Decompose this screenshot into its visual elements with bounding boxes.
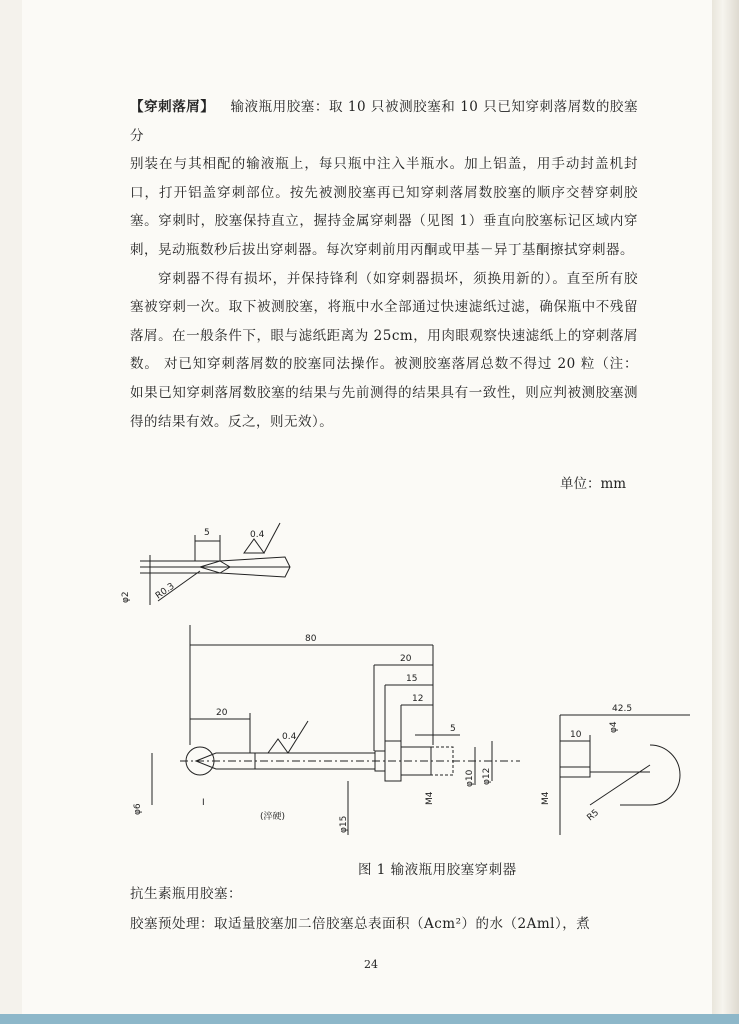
section-line-1: 输液瓶用胶塞：取 10 只被测胶塞和 10 只已知穿刺落屑数的胶塞分	[130, 99, 638, 144]
dim-m4b-label: M4	[541, 791, 551, 805]
paragraph-2: 穿刺器不得有损坏，并保持锋利（如穿刺器损坏，须换用新的）。直至所有胶塞被穿刺一次。取下被测胶塞，将瓶中水全部通过快速滤纸过滤，确保瓶中不残留落屑。在一般条件下，眼与滤纸距离为 25cm，用肉眼观察快速滤纸上的穿刺落屑数。 对已知穿刺落屑数的胶塞同法操作。被测胶塞落屑总数不得过 20 粒（注：如果已知穿刺落屑数胶塞的结果与先前测得的结果具有一致性，则应判被测胶塞测得的结果有效。反之，则无效）。	[130, 270, 638, 430]
dim-10-label: 10	[570, 730, 582, 740]
hardened-label: (淬硬)	[260, 812, 286, 822]
pretreatment-line: 胶塞预处理：取适量胶塞加二倍胶塞总表面积（Acm²）的水（2Aml），煮	[130, 916, 591, 932]
scan-bottom-edge	[0, 1014, 739, 1024]
dim-phi2-label: φ2	[121, 591, 131, 603]
page-number: 24	[364, 958, 378, 971]
ref-I-label: I	[202, 798, 205, 808]
dim-12-label: 12	[412, 694, 424, 704]
dim-5b-label: 5	[450, 724, 456, 734]
dim-04a-label: 0.4	[250, 530, 265, 540]
hook-curve	[620, 745, 680, 805]
roughness-symbol-a	[244, 539, 264, 553]
figure-caption: 图 1 输液瓶用胶塞穿刺器	[358, 862, 517, 878]
paragraph-1: 别装在与其相配的输液瓶上，每只瓶中注入半瓶水。加上铝盖，用手动封盖机封口，打开铝盖穿刺部位。按先被测胶塞再已知穿刺落屑数胶塞的顺序交替穿刺胶塞。穿刺时，胶塞保持直立，握持金属穿刺器（见图 1）垂直向胶塞标记区域内穿刺，晃动瓶数秒后拔出穿刺器。每次穿刺前用丙酮或甲基－异丁基酮擦拭穿刺器。	[130, 156, 638, 258]
dim-r5-label: R5	[585, 807, 602, 824]
dim-phi10-label: φ10	[465, 769, 475, 787]
antibiotic-heading: 抗生素瓶用胶塞：	[130, 886, 242, 902]
figure-1	[120, 515, 720, 855]
body-text	[130, 93, 638, 436]
dim-20b-label: 20	[400, 654, 412, 664]
puncture-device-drawing	[120, 515, 720, 855]
hook-r5-leader	[590, 765, 650, 805]
dim-5-label: 5	[204, 528, 210, 538]
hook-thread	[560, 767, 590, 777]
dim-80-label: 80	[305, 634, 317, 644]
dim-phi12-label: φ12	[482, 767, 492, 785]
roughness-leader-a	[264, 523, 280, 553]
dim-15-label: 15	[406, 674, 418, 684]
dim-r03-label: R0.3	[153, 581, 177, 602]
unit-label: 单位：mm	[560, 476, 627, 492]
section-title: 【穿刺落屑】	[130, 99, 215, 115]
dim-m4a-label: M4	[425, 791, 435, 805]
dim-phi4-label: φ4	[609, 721, 619, 733]
dim-04b-label: 0.4	[282, 732, 297, 742]
page-right-edge	[712, 0, 739, 1024]
dim-20a-label: 20	[216, 708, 228, 718]
paragraph-1-head	[130, 93, 638, 150]
dim-phi6-label: φ6	[133, 803, 143, 815]
dim-phi15-label: φ15	[339, 815, 349, 833]
dim-42-5-label: 42.5	[612, 704, 633, 714]
